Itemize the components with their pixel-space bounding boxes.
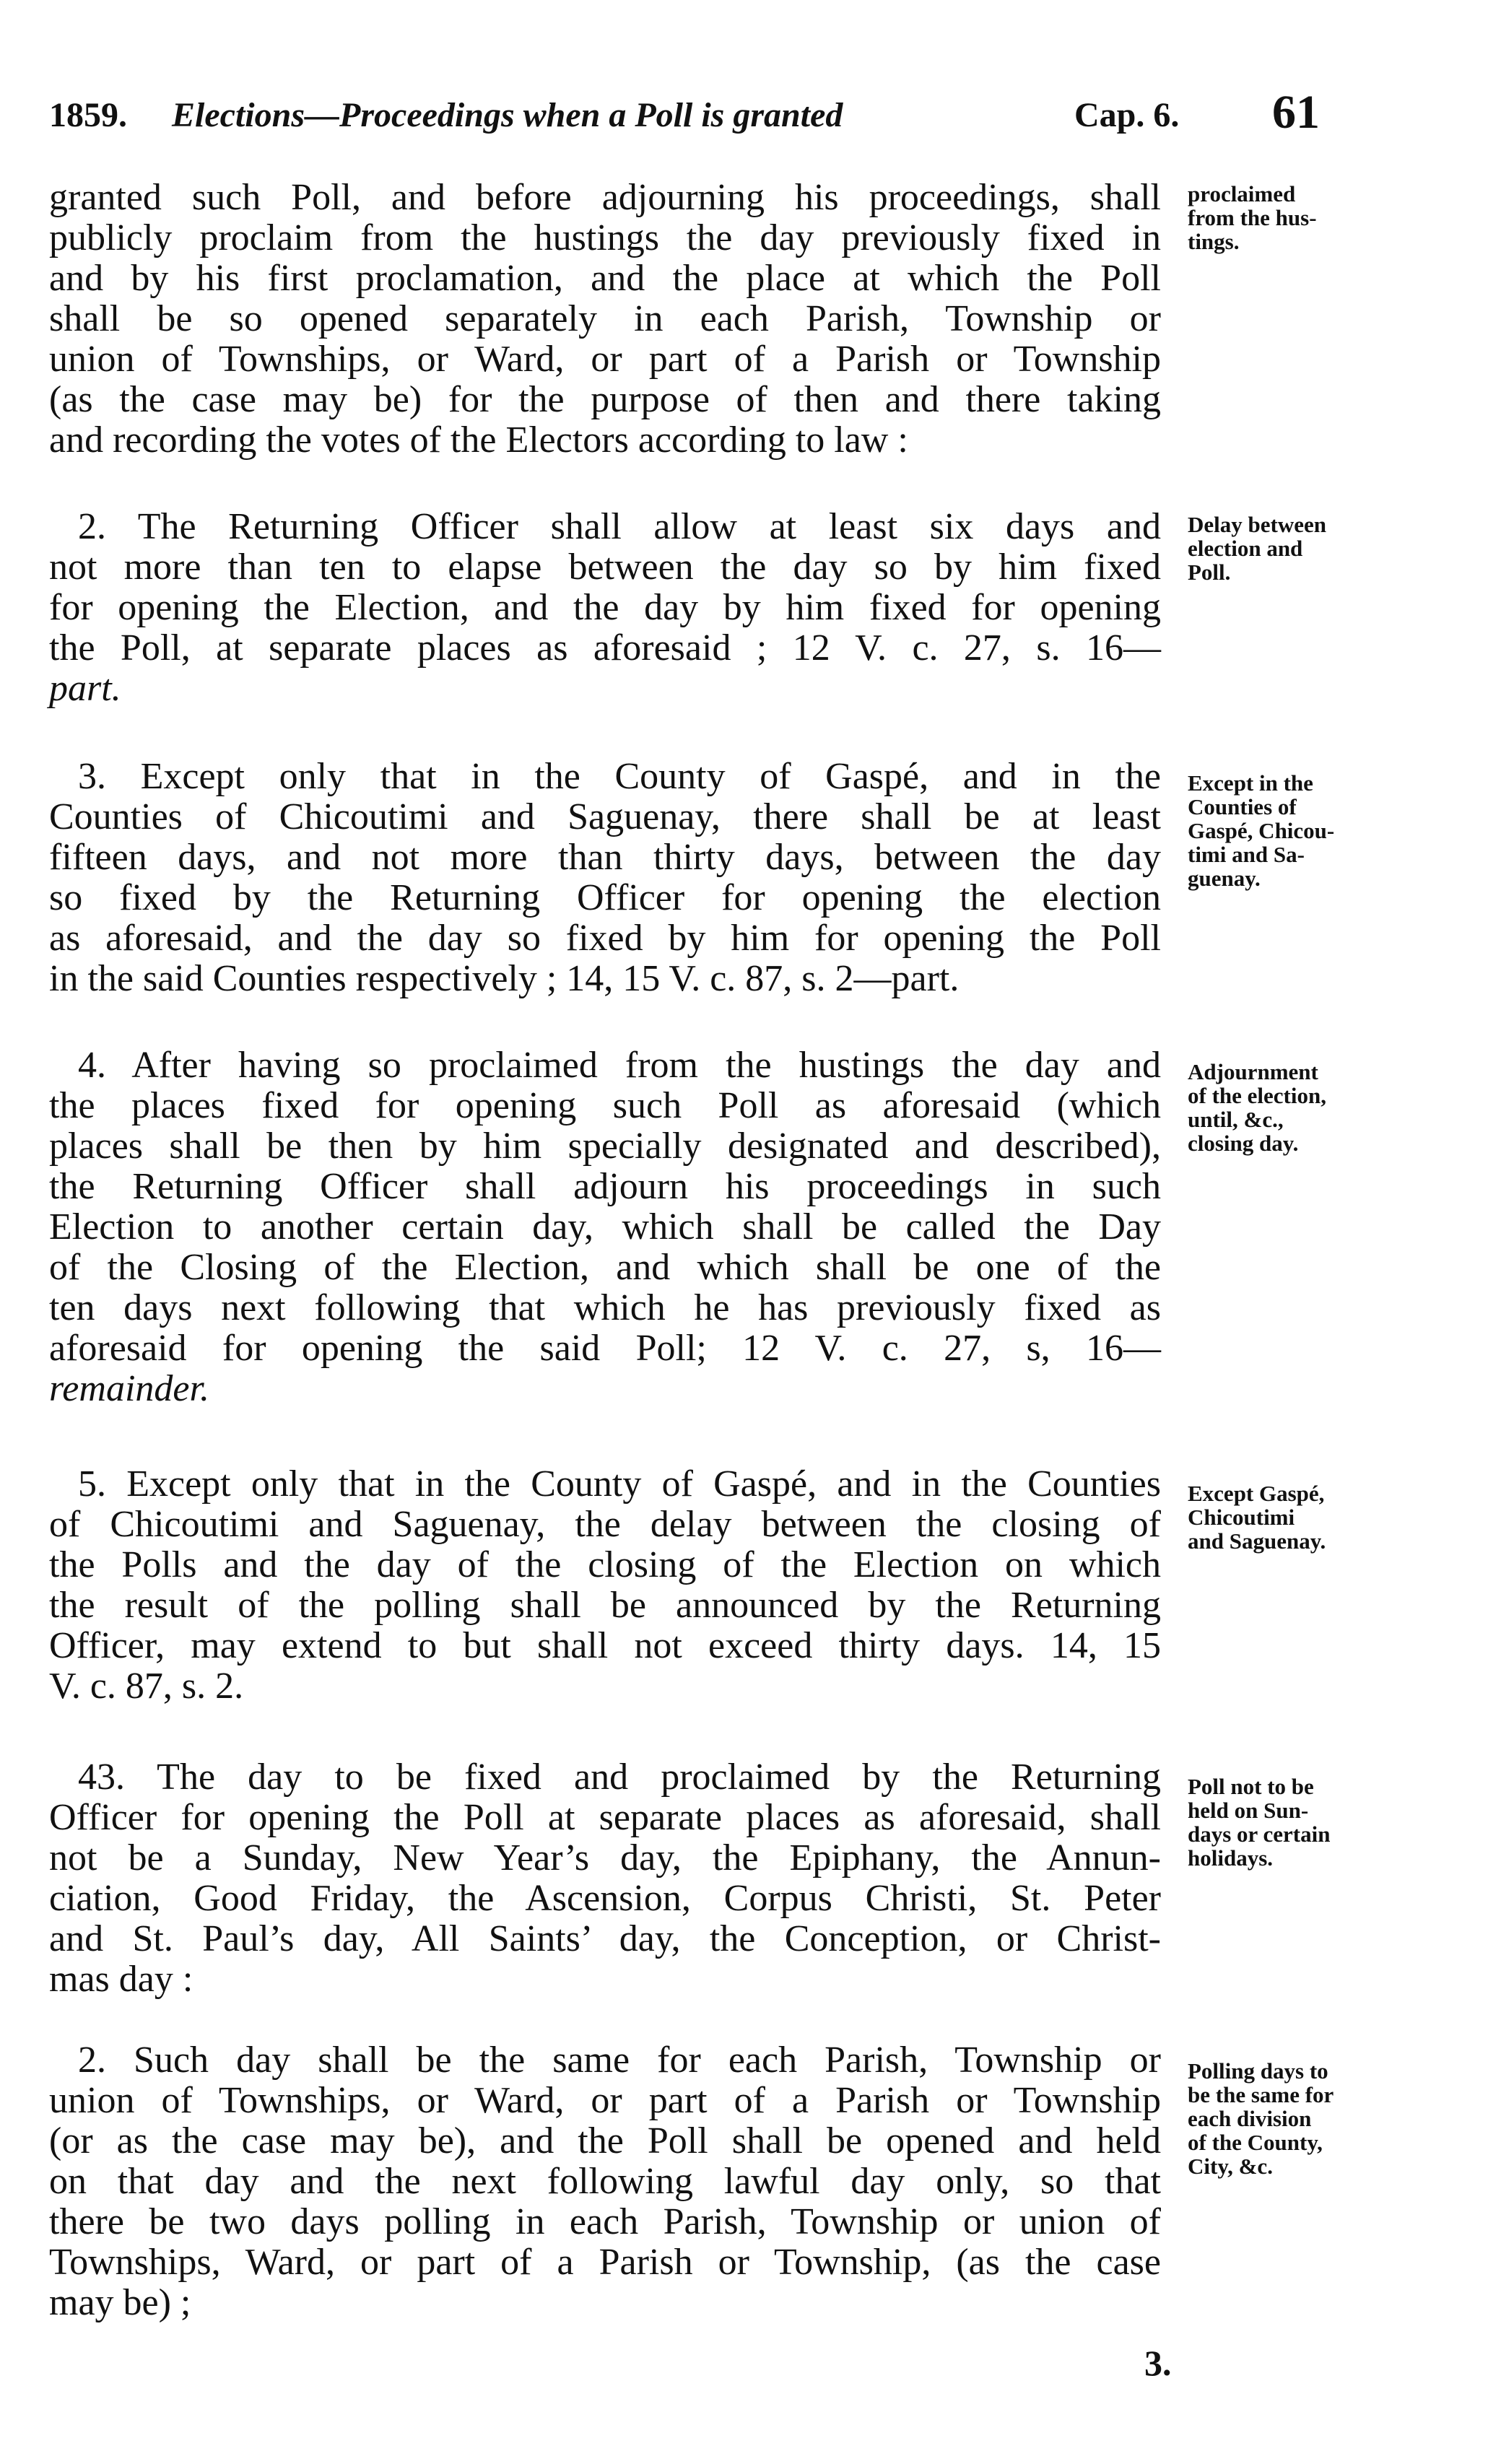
note-line: timi and Sa- <box>1188 842 1305 867</box>
text-line: Election to another certain day, which shall be called the Day <box>49 1206 1161 1248</box>
note-line: election and <box>1188 536 1303 561</box>
note-line: of the election, <box>1188 1083 1326 1108</box>
text-line: 2. The Returning Officer shall allow at least six days and <box>78 506 1161 547</box>
text-line: (or as the case may be), and the Poll shall be opened and held <box>49 2120 1161 2162</box>
note-line: Except in the <box>1188 770 1313 796</box>
note-line: holidays. <box>1188 1845 1274 1871</box>
text-line: 2. Such day shall be the same for each Parish, Township or <box>78 2039 1161 2081</box>
note-line: Delay between <box>1188 512 1326 537</box>
signature-mark: 3. <box>1144 2343 1172 2383</box>
section-43-2 <box>49 2040 1161 2323</box>
text-line: the Returning Officer shall adjourn his proceedings in such <box>49 1166 1161 1207</box>
section-43 <box>49 1757 1161 2000</box>
note-line: Gaspé, Chicou- <box>1188 818 1335 843</box>
note-line: Polling days to <box>1188 2058 1328 2084</box>
text-line: places shall be then by him specially designated and described), <box>49 1126 1161 1167</box>
text-line: remainder. <box>49 1368 209 1409</box>
text-line: as aforesaid, and the day so fixed by him for opening the Poll <box>49 918 1161 959</box>
note-line: Adjournment <box>1188 1059 1318 1084</box>
margin-note-6 <box>1188 1775 1433 1870</box>
text-line: and St. Paul’s day, All Saints’ day, the Conception, or Christ- <box>49 1918 1161 1959</box>
text-line: granted such Poll, and before adjourning his proceedings, shall <box>49 177 1161 218</box>
text-line: the places fixed for opening such Poll as aforesaid (which <box>49 1085 1161 1126</box>
note-line: and Saguenay. <box>1188 1528 1326 1554</box>
text-line: and recording the votes of the Electors according to law : <box>49 419 908 461</box>
text-line: shall be so opened separately in each Parish, Township or <box>49 298 1161 339</box>
text-line: aforesaid for opening the said Poll; 12 V. c. 27, s, 16— <box>49 1328 1161 1369</box>
text-line: so fixed by the Returning Officer for opening the election <box>49 877 1161 918</box>
text-line: Officer, may extend to but shall not exceed thirty days. 14, 15 <box>49 1625 1161 1666</box>
margin-note-2 <box>1188 513 1433 584</box>
text-line: publicly proclaim from the hustings the day previously fixed in <box>49 217 1161 258</box>
note-line: Counties of <box>1188 794 1297 819</box>
margin-note-5 <box>1188 1481 1433 1553</box>
note-line: guenay. <box>1188 866 1261 891</box>
text-line: 43. The day to be fixed and proclaimed by the Returning <box>78 1756 1161 1798</box>
note-line: Poll not to be <box>1188 1774 1314 1799</box>
text-line: (as the case may be) for the purpose of then and there taking <box>49 379 1161 420</box>
text-line: union of Townships, or Ward, or part of a Parish or Township <box>49 2080 1161 2121</box>
paragraph-3 <box>49 757 1161 999</box>
header-chapter: Cap. 6. <box>1074 96 1180 134</box>
note-line: be the same for <box>1188 2082 1334 2107</box>
text-line: mas day : <box>49 1959 193 2000</box>
text-line: 5. Except only that in the County of Gaspé, and in the Counties <box>78 1463 1161 1505</box>
text-line: fifteen days, and not more than thirty days, between the day <box>49 837 1161 878</box>
text-line: ten days next following that which he has previously fixed as <box>49 1287 1161 1328</box>
header-year: 1859. <box>49 96 127 134</box>
note-line: each division <box>1188 2106 1312 2131</box>
text-line: not more than ten to elapse between the day so by him fixed <box>49 547 1161 588</box>
note-line: days or certain <box>1188 1821 1331 1847</box>
note-line: from the hus- <box>1188 205 1317 230</box>
text-line: of Chicoutimi and Saguenay, the delay between the closing of <box>49 1504 1161 1545</box>
text-line: 3. Except only that in the County of Gaspé, and in the <box>78 756 1161 797</box>
paragraph-4 <box>49 1045 1161 1409</box>
text-line: in the said Counties respectively ; 14, 15 V. c. 87, s. 2—part. <box>49 958 960 999</box>
note-line: tings. <box>1188 229 1240 254</box>
text-line: the result of the polling shall be announced by the Returning <box>49 1585 1161 1626</box>
text-line: Townships, Ward, or part of a Parish or Township, (as the case <box>49 2242 1161 2283</box>
paragraph-2 <box>49 507 1161 709</box>
note-line: until, &c., <box>1188 1107 1284 1132</box>
header-title: Elections—Proceedings when a Poll is granted <box>172 96 843 134</box>
margin-note-3 <box>1188 771 1433 890</box>
text-line: may be) ; <box>49 2282 191 2323</box>
margin-note-7 <box>1188 2059 1433 2178</box>
note-line: closing day. <box>1188 1131 1299 1156</box>
text-line: not be a Sunday, New Year’s day, the Epiphany, the Annun- <box>49 1837 1161 1879</box>
text-line: the Poll, at separate places as aforesaid ; 12 V. c. 27, s. 16— <box>49 627 1161 669</box>
note-line: Chicoutimi <box>1188 1505 1295 1530</box>
note-line: City, &c. <box>1188 2154 1273 2179</box>
margin-note-4 <box>1188 1060 1433 1155</box>
note-line: Except Gaspé, <box>1188 1481 1325 1506</box>
running-header <box>49 85 1320 143</box>
paragraph-1 <box>49 178 1161 461</box>
margin-note-1 <box>1188 182 1433 253</box>
note-line: Poll. <box>1188 560 1231 585</box>
text-line: part. <box>49 668 121 709</box>
text-line: Officer for opening the Poll at separate places as aforesaid, shall <box>49 1797 1161 1838</box>
text-line: Counties of Chicoutimi and Saguenay, there shall be at least <box>49 796 1161 837</box>
note-line: held on Sun- <box>1188 1798 1309 1823</box>
paragraph-5 <box>49 1464 1161 1707</box>
text-line: 4. After having so proclaimed from the hustings the day and <box>78 1045 1161 1086</box>
note-line: proclaimed <box>1188 181 1296 206</box>
text-line: for opening the Election, and the day by him fixed for opening <box>49 587 1161 628</box>
text-line: union of Townships, or Ward, or part of a Parish or Township <box>49 339 1161 380</box>
text-line: V. c. 87, s. 2. <box>49 1666 244 1707</box>
text-line: of the Closing of the Election, and which shall be one of the <box>49 1247 1161 1288</box>
text-line: on that day and the next following lawful day only, so that <box>49 2161 1161 2202</box>
text-line: there be two days polling in each Parish, Township or union of <box>49 2201 1161 2242</box>
note-line: of the County, <box>1188 2130 1323 2155</box>
text-line: the Polls and the day of the closing of the Election on which <box>49 1544 1161 1585</box>
text-line: ciation, Good Friday, the Ascension, Corpus Christi, St. Peter <box>49 1878 1161 1919</box>
text-line: and by his first proclamation, and the place at which the Poll <box>49 258 1161 299</box>
page-number: 61 <box>1272 86 1320 139</box>
